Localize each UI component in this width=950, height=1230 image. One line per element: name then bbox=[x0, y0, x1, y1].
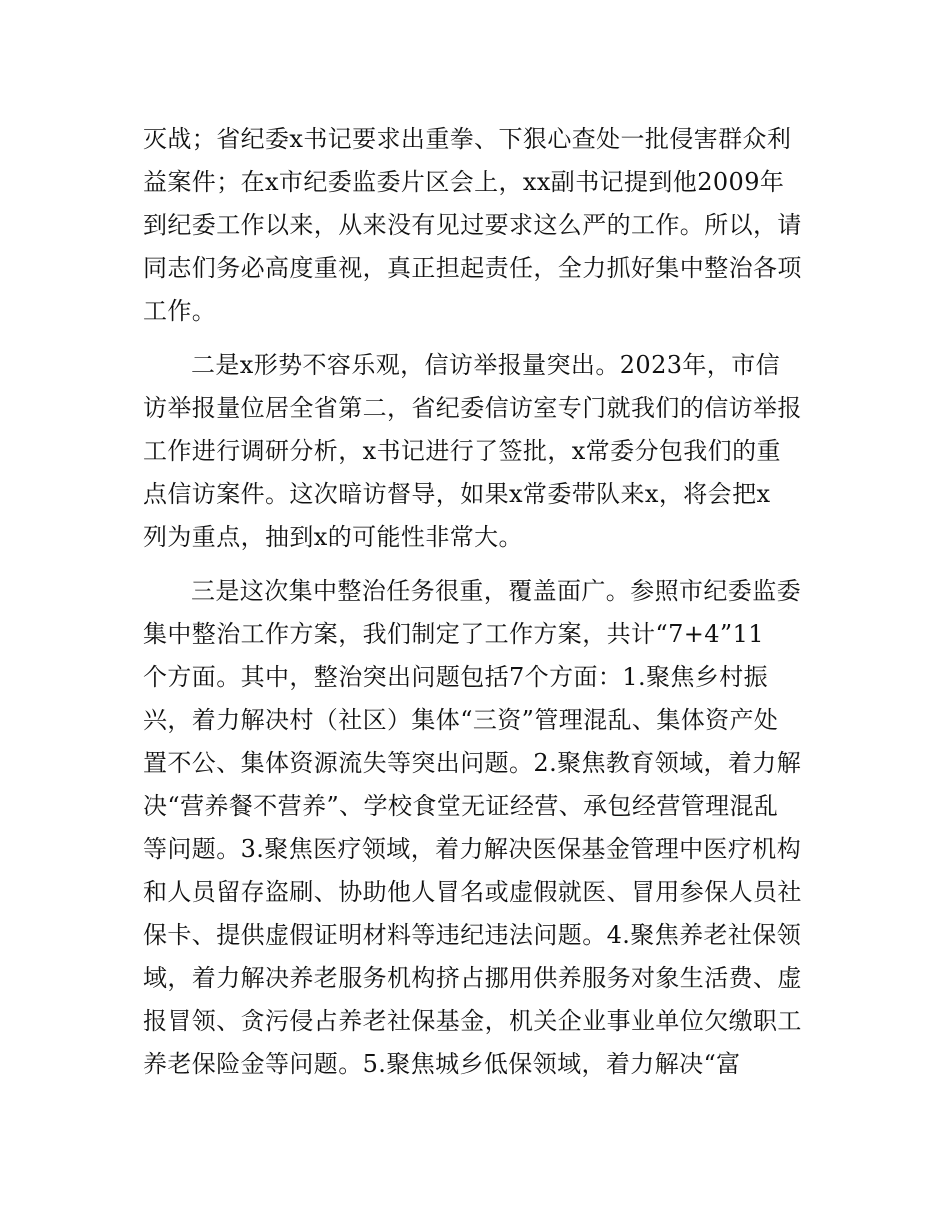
paragraph-3-line-11: 报冒领、贪污侵占养老社保基金，机关企业事业单位欠缴职工 bbox=[143, 1007, 802, 1035]
paragraph-2-line-3: 工作进行调研分析，x书记进行了签批，x常委分包我们的重 bbox=[143, 437, 781, 465]
paragraph-1-line-2: 益案件；在x市纪委监委片区会上，xx副书记提到他2009年 bbox=[143, 168, 785, 196]
paragraph-3-line-9: 保卡、提供虚假证明材料等违纪违法问题。4.聚焦养老社保领 bbox=[143, 921, 802, 949]
paragraph-3-line-4: 兴，着力解决村（社区）集体“三资”管理混乱、集体资产处 bbox=[143, 706, 779, 734]
paragraph-1-line-1: 灭战；省纪委x书记要求出重拳、下狠心查处一批侵害群众利 bbox=[143, 125, 792, 153]
paragraph-2-line-1: 二是x形势不容乐观，信访举报量突出。2023年，市信 bbox=[191, 351, 781, 379]
paragraph-3-line-12: 养老保险金等问题。5.聚焦城乡低保领域，着力解决“富 bbox=[143, 1050, 741, 1078]
paragraph-2-line-5: 列为重点，抽到x的可能性非常大。 bbox=[143, 523, 523, 551]
paragraph-3-line-2: 集中整治工作方案，我们制定了工作方案，共计“7+4”11 bbox=[143, 620, 764, 648]
paragraph-2-line-2: 访举报量位居全省第二，省纪委信访室专门就我们的信访举报 bbox=[143, 394, 802, 422]
paragraph-3-line-10: 域，着力解决养老服务机构挤占挪用供养服务对象生活费、虚 bbox=[143, 964, 802, 992]
paragraph-1-line-4: 同志们务必高度重视，真正担起责任，全力抓好集中整治各项 bbox=[143, 254, 802, 282]
paragraph-3-line-7: 等问题。3.聚焦医疗领域，着力解决医保基金管理中医疗机构 bbox=[143, 835, 802, 863]
paragraph-3-line-6: 决“营养餐不营养”、学校食堂无证经营、承包经营管理混乱 bbox=[143, 792, 779, 820]
paragraph-1-line-5: 工作。 bbox=[143, 297, 217, 325]
paragraph-3-line-3: 个方面。其中，整治突出问题包括7个方面：1.聚焦乡村振 bbox=[143, 663, 768, 691]
paragraph-2-line-4: 点信访案件。这次暗访督导，如果x常委带队来x，将会把x bbox=[143, 480, 771, 508]
paragraph-1-line-3: 到纪委工作以来，从来没有见过要求这么严的工作。所以，请 bbox=[143, 211, 802, 239]
paragraph-3-line-1: 三是这次集中整治任务很重，覆盖面广。参照市纪委监委 bbox=[191, 577, 801, 605]
paragraph-3-line-5: 置不公、集体资源流失等突出问题。2.聚焦教育领域，着力解 bbox=[143, 749, 802, 777]
paragraph-3-line-8: 和人员留存盗刷、协助他人冒名或虚假就医、冒用参保人员社 bbox=[143, 878, 802, 906]
